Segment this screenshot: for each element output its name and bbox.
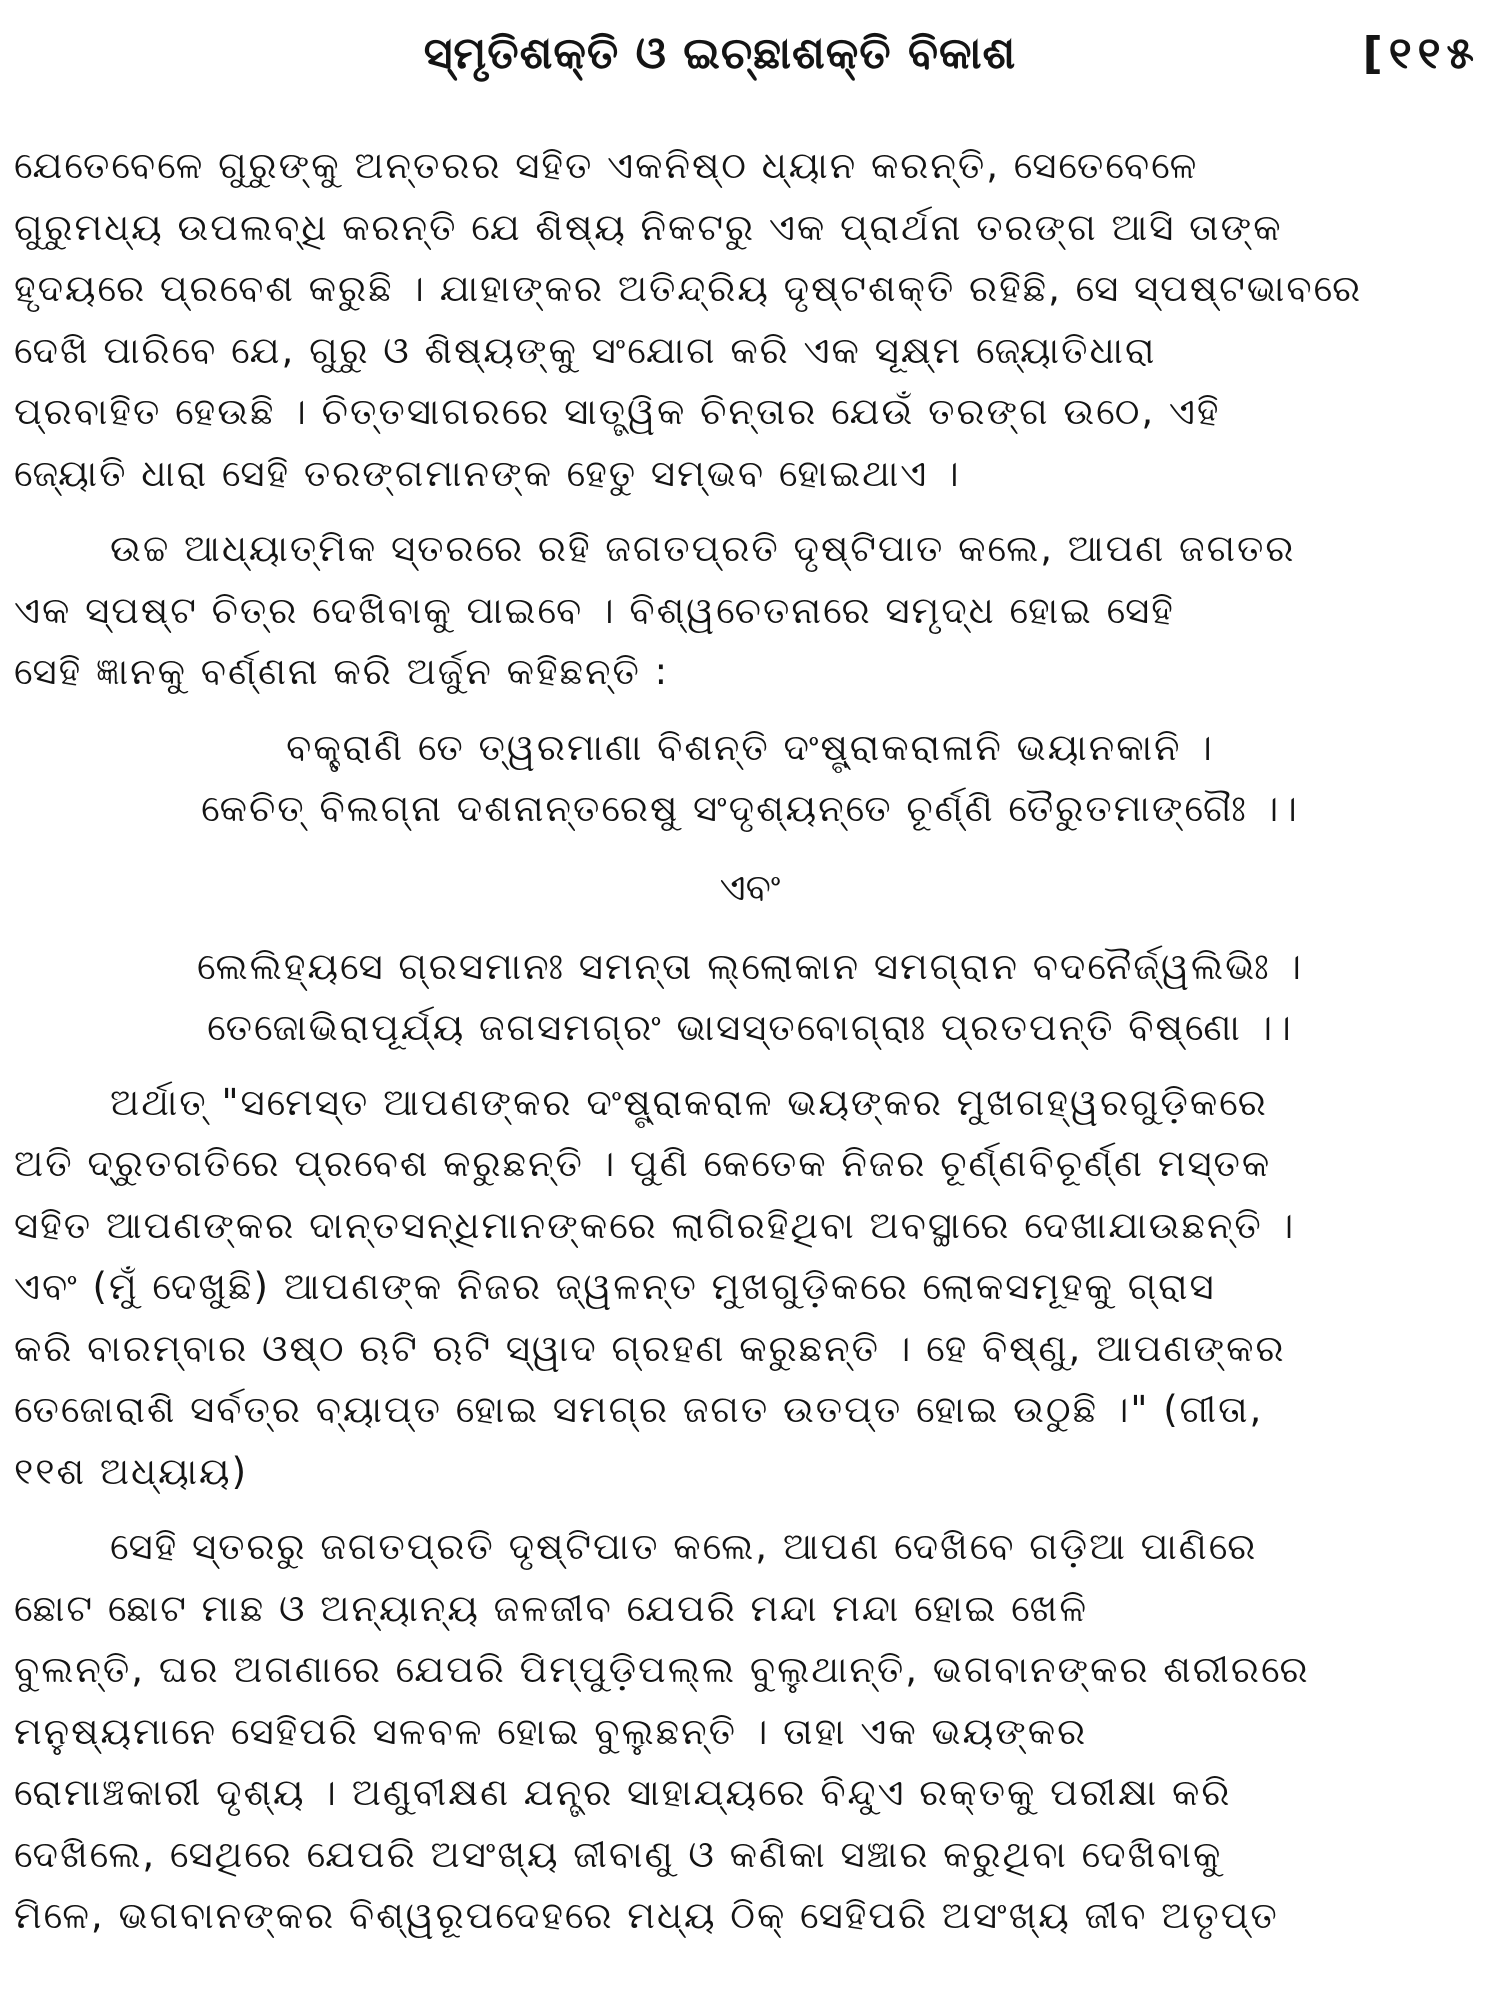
body-text xyxy=(14,135,1486,1961)
verse-line: ତେଜୋଭିରାପୂର୍ଯ୍ୟ ଜଗସମଗ୍ରଂ ଭାସସ୍ତବୋଗ୍ରାଃ ପ୍ରତପନ୍ତି ବିଷ୍ଣୋ ।। xyxy=(207,1005,1293,1049)
conjunction: ଏବଂ xyxy=(719,865,781,909)
text-line: ଛୋଟ ଛୋଟ ମାଛ ଓ ଅନ୍ୟାନ୍ୟ ଜଳଜୀବ ଯେପରି ମନ୍ଦା ମନ୍ଦା ହୋଇ ଖେଳି xyxy=(14,1586,1089,1630)
verse-line: ଲେଲିହ୍ୟସେ ଗ୍ରସମାନଃ ସମନ୍ତା ଲ୍ଲୋକାନ ସମଗ୍ରାନ ବଦନୈର୍ଜ୍ୱଲିଭିଃ । xyxy=(196,944,1304,988)
text-line: ମନୁଷ୍ୟମାନେ ସେହିପରି ସଳବଳ ହୋଇ ବୁଲୁଛନ୍ତି । ତାହା ଏକ ଭୟଙ୍କର xyxy=(14,1709,1088,1753)
verse-2 xyxy=(14,936,1486,1058)
text-line: ମିଳେ, ଭଗବାନଙ୍କର ବିଶ୍ୱରୂପଦେହରେ ମଧ୍ୟ ଠିକ୍ ସେହିପରି ଅସଂଖ୍ୟ ଜୀବ ଅତୃପ୍ତ xyxy=(14,1894,1279,1937)
text-line: ହୃଦୟରେ ପ୍ରବେଶ କରୁଛି । ଯାହାଙ୍କର ଅତିନ୍ଦ୍ରିୟ ଦୃଷ୍ଟଶକ୍ତି ରହିଛି, ସେ ସ୍ପଷ୍ଟଭାବରେ xyxy=(14,267,1363,310)
paragraph-translation xyxy=(14,1072,1486,1503)
verse-line: ବକ୍ତ୍ରାଣି ତେ ତ୍ୱରମାଣା ବିଶନ୍ତି ଦଂଷ୍ଟ୍ରାକରାଳାନି ଭୟାନକାନି । xyxy=(286,725,1214,769)
text-line: ଯେତେବେଳେ ଗୁରୁଙ୍କୁ ଅନ୍ତରର ସହିତ ଏକନିଷ୍ଠ ଧ୍ୟାନ କରନ୍ତି, ସେତେବେଳେ xyxy=(14,144,1199,187)
paragraph-2 xyxy=(14,518,1486,703)
text-line: ଗୁରୁମଧ୍ୟ ଉପଲବ୍ଧି କରନ୍ତି ଯେ ଶିଷ୍ୟ ନିକଟରୁ ଏକ ପ୍ରାର୍ଥନା ତରଙ୍ଗ ଆସି ତାଙ୍କ xyxy=(14,205,1283,249)
page-header xyxy=(0,28,1500,98)
running-title: ସ୍ମୃତିଶକ୍ତି ଓ ଇଚ୍ଛାଶକ୍ତି ବିକାଶ xyxy=(423,28,1017,79)
text-line: ଦେଖି ପାରିବେ ଯେ, ଗୁରୁ ଓ ଶିଷ୍ୟଙ୍କୁ ସଂଯୋଗ କରି ଏକ ସୂକ୍ଷ୍ମ ଜ୍ୟୋତିଧାରା xyxy=(14,328,1157,372)
page-number: [୧୧୫ xyxy=(1362,28,1480,79)
text-line: ବୁଲନ୍ତି, ଘର ଅଗଣାରେ ଯେପରି ପିମ୍ପୁଡ଼ିପଲ୍ଲ ବୁଲୁଥାନ୍ତି, ଭଗବାନଙ୍କର ଶରୀରରେ xyxy=(14,1648,1310,1691)
text-line: ଉଚ୍ଚ ଆଧ୍ୟାତ୍ମିକ ସ୍ତରରେ ରହି ଜଗତପ୍ରତି ଦୃଷ୍ଟିପାତ କଲେ, ଆପଣ ଜଗତର xyxy=(110,527,1296,570)
text-line: ସେହି ଜ୍ଞାନକୁ ବର୍ଣ୍ଣନା କରି ଅର୍ଜୁନ କହିଛନ୍ତି : xyxy=(14,650,670,693)
paragraph-1 xyxy=(14,135,1486,504)
text-line: ୧୧ଶ ଅଧ୍ୟାୟ) xyxy=(14,1449,249,1493)
text-line: ଏକ ସ୍ପଷ୍ଟ ଚିତ୍ର ଦେଖିବାକୁ ପାଇବେ । ବିଶ୍ୱଚେତନାରେ ସମୃଦ୍ଧ ହୋଇ ସେହି xyxy=(14,588,1175,632)
text-line: ଜ୍ୟୋତି ଧାରା ସେହି ତରଙ୍ଗମାନଙ୍କ ହେତୁ ସମ୍ଭବ ହୋଇଥାଏ । xyxy=(14,451,961,495)
text-line: ସହିତ ଆପଣଙ୍କର ଦାନ୍ତସନ୍ଧିମାନଙ୍କରେ ଲାଗିରହିଥିବା ଅବସ୍ଥାରେ ଦେଖାଯାଉଛନ୍ତି । xyxy=(14,1203,1296,1247)
verse-1 xyxy=(14,717,1486,839)
text-line: ସେହି ସ୍ତରରୁ ଜଗତପ୍ରତି ଦୃଷ୍ଟିପାତ କଲେ, ଆପଣ ଦେଖିବେ ଗଡ଼ିଆ ପାଣିରେ xyxy=(110,1525,1258,1568)
text-line: କରି ବାରମ୍ବାର ଓଷ୍ଠ ଋଟି ଋଟି ସ୍ୱାଦ ଗ୍ରହଣ କରୁଛନ୍ତି । ହେ ବିଷ୍ଣୁ, ଆପଣଙ୍କର xyxy=(14,1326,1286,1370)
text-line: ଦେଖିଲେ, ସେଥିରେ ଯେପରି ଅସଂଖ୍ୟ ଜୀବାଣୁ ଓ କଣିକା ସଞ୍ଚାର କରୁଥିବା ଦେଖିବାକୁ xyxy=(14,1832,1223,1876)
text-line: ତେଜୋରାଶି ସର୍ବତ୍ର ବ୍ୟାପ୍ତ ହୋଇ ସମଗ୍ର ଜଗତ ଉତପ୍ତ ହୋଇ ଉଠୁଛି ।" (ଗୀତା, xyxy=(14,1388,1264,1431)
text-line: ରୋମାଞ୍ଚକାରୀ ଦୃଶ୍ୟ । ଅଣୁବୀକ୍ଷଣ ଯନ୍ତ୍ର ସାହାଯ୍ୟରେ ବିନ୍ଦୁଏ ରକ୍ତକୁ ପରୀକ୍ଷା କରି xyxy=(14,1771,1232,1814)
text-line: ଏବଂ (ମୁଁ ଦେଖୁଛି) ଆପଣଙ୍କ ନିଜର ଜ୍ୱଳନ୍ତ ମୁଖଗୁଡ଼ିକରେ ଲୋକସମୂହକୁ ଗ୍ରାସ xyxy=(14,1265,1216,1308)
text-line: ଅର୍ଥାତ୍ "ସମେସ୍ତ ଆପଣଙ୍କର ଦଂଷ୍ଟ୍ରାକରାଳ ଭୟଙ୍କର ମୁଖଗହ୍ୱରଗୁଡ଼ିକରେ xyxy=(110,1080,1268,1124)
text-line: ପ୍ରବାହିତ ହେଉଛି । ଚିତ୍ତସାଗରରେ ସାତ୍ତ୍ୱିକ ଚିନ୍ତାର ଯେଉଁ ତରଙ୍ଗ ଉଠେ, ଏହି xyxy=(14,390,1221,433)
text-line: ଅତି ଦ୍ରୁତଗତିରେ ପ୍ରବେଶ କରୁଛନ୍ତି । ପୁଣି କେତେକ ନିଜର ଚୂର୍ଣ୍ଣବିଚୂର୍ଣ୍ଣ ମସ୍ତକ xyxy=(14,1142,1272,1185)
verse-line: କେଚିତ୍ ବିଲଗ୍ନା ଦଶନାନ୍ତରେଷୁ ସଂଦୃଶ୍ୟନ୍ତେ ଚୂର୍ଣ୍ଣି ତୈରୁତମାଙ୍ଗୈଃ ।। xyxy=(201,786,1299,830)
paragraph-final xyxy=(14,1516,1486,1947)
